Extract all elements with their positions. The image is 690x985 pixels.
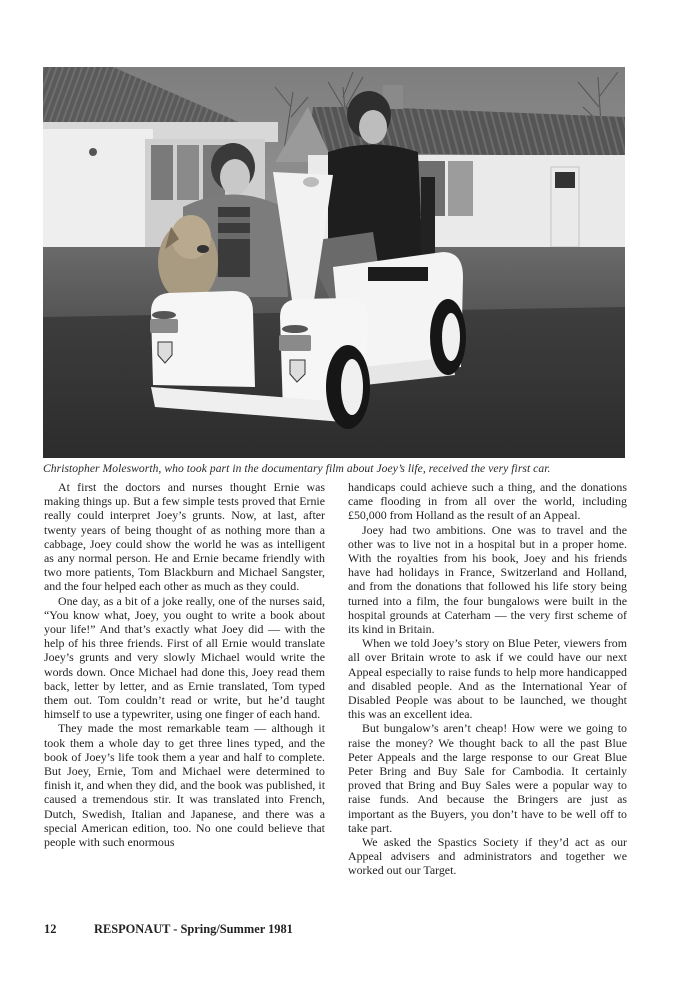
article-column-left <box>44 480 325 849</box>
paragraph: When we told Joey’s story on Blue Peter, viewers from all over Britain wrote to ask if we could have our next Appeal especially to raise funds to help more handicapped and disabled people. And as the International Year of Disabled People was about to be launched, we thought this was an excellent idea. <box>348 636 627 722</box>
paragraph: We asked the Spastics Society if they’d act as our Appeal advisers and administrators and together we worked out our Target. <box>348 835 627 878</box>
article-column-right <box>348 480 627 878</box>
running-title: RESPONAUT - Spring/Summer 1981 <box>94 922 293 936</box>
article-photo <box>43 67 625 458</box>
photo-caption: Christopher Molesworth, who took part in the documentary film about Joey’s life, received the very first car. <box>43 462 551 475</box>
paragraph-continued: handicaps could achieve such a thing, and the donations came flooding in from all over the world, including £50,000 from Holland as the result of an Appeal. <box>348 480 627 523</box>
photo-illustration <box>43 67 625 458</box>
paragraph: At first the doctors and nurses thought Ernie was making things up. But a few simple tests proved that Ernie really could interpret Joey’s grunts. Now, at last, after twenty years of being thought of as nothing more than a cabbage, Joey could show the world he was as intelligent as any normal person. He and Ernie became friendly with two more patients, Tom Blackburn and Michael Sangster, and the four helped each other as much as they could. <box>44 480 325 594</box>
page-number: 12 <box>44 922 57 936</box>
paragraph: They made the most remarkable team — although it took them a whole day to get three lines typed, and the book of Joey’s life took them a year and half to complete. But Joey, Ernie, Tom and Michael were determined to finish it, and when they did, and the book was published, it caused a tremendous stir. It was translated into French, Dutch, Swedish, Italian and Japanese, and there was a special American edition, too. No one could believe that people with such enormous <box>44 721 325 850</box>
paragraph: But bungalow’s aren’t cheap! How were we going to raise the money? We thought back to all the past Blue Peter Appeals and the large response to our Great Blue Peter Bring and Buy Sale for Cambodia. It certainly proved that Bring and Buy Sales were a popular way to raise funds. And because the Bringers are just as important as the Buyers, you don’t have to be well off to take part. <box>348 721 627 835</box>
paragraph: Joey had two ambitions. One was to travel and the other was to live not in a hospital but in a proper home. With the royalties from his book, Joey and his friends have had holidays in France, Switzerland and Holland, and from the donations that followed his life story being turned into a film, the four bungalows were built in the hospital grounds at Caterham — the very first scheme of its kind in Britain. <box>348 522 627 637</box>
paragraph: One day, as a bit of a joke really, one of the nurses said, “You know what, Joey, you ought to write a book about your life!” And that’s exactly what Joey did — with the help of his three friends. First of all Ernie would translate Joey’s grunts and very slowly Michael would write the words down. Once Michael had done this, Joey read them back, letter by letter, and as Ernie translated, Tom typed them out. Tom couldn’t read or write, but he’d taught himself to use a typewriter, using one finger of each hand. <box>44 593 325 722</box>
